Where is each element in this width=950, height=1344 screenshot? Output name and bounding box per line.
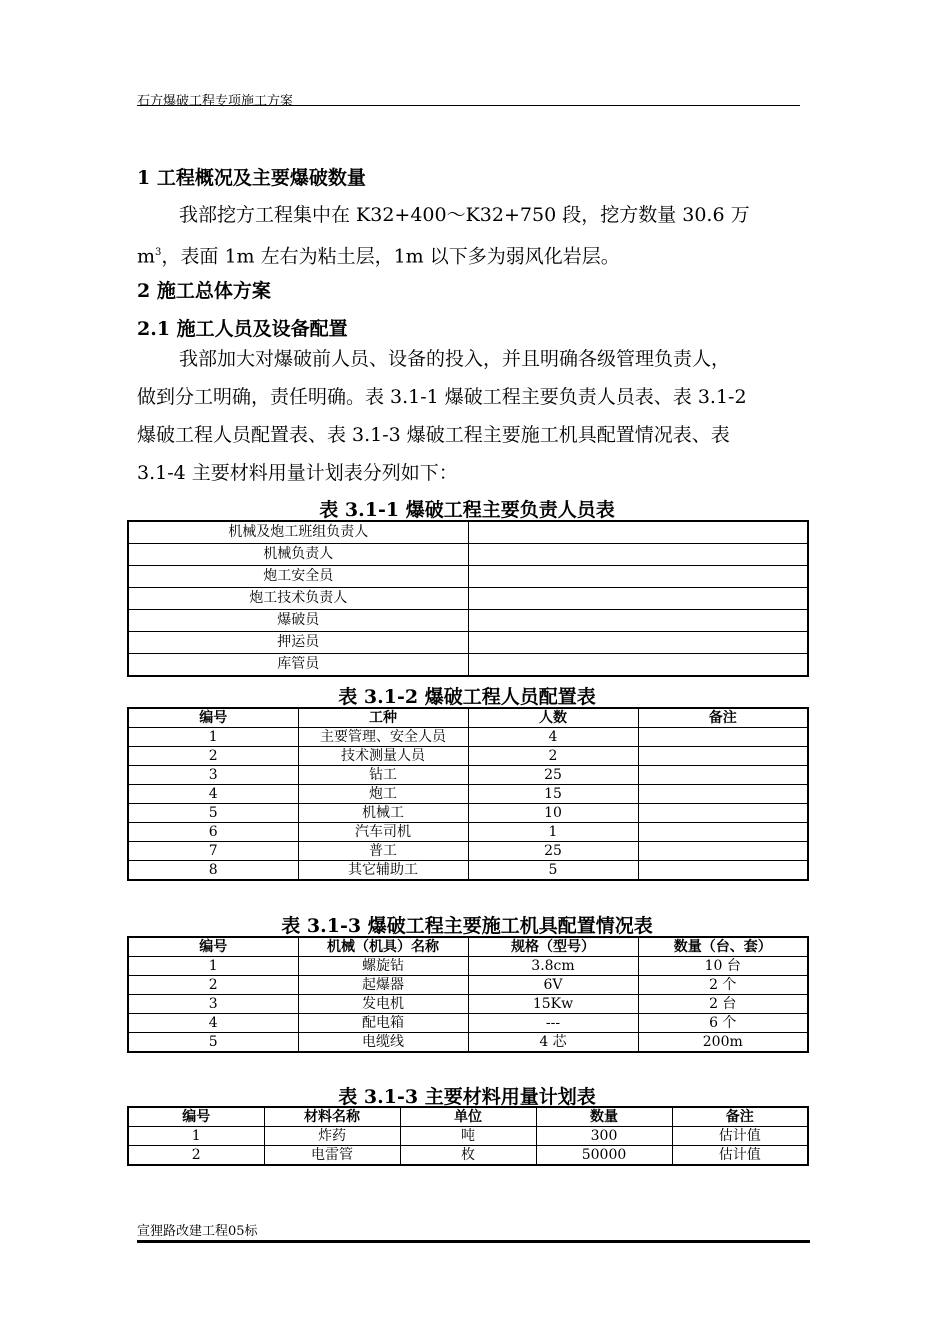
table1-caption: 表 3.1-1 爆破工程主要负责人员表: [319, 499, 615, 521]
table-cell: 5: [128, 804, 298, 823]
paragraph-line: 3.1-4 主要材料用量计划表分列如下：: [137, 462, 458, 484]
table-cell: 起爆器: [298, 976, 468, 995]
table-cell: 机械及炮工班组负责人: [128, 521, 468, 544]
table-cell: [638, 842, 808, 861]
table-cell: 汽车司机: [298, 823, 468, 842]
table-cell: 6: [128, 823, 298, 842]
table-cell: 估计值: [672, 1127, 808, 1146]
table-row: [128, 544, 808, 566]
paragraph-line: 我部挖方工程集中在 K32+400～K32+750 段，挖方数量 30.6 万: [179, 204, 750, 226]
table-cell-empty: [468, 654, 808, 677]
table-row: [128, 766, 808, 785]
table-cell: 50000: [536, 1146, 672, 1166]
table2: [127, 707, 809, 881]
table-cell: 电缆线: [298, 1033, 468, 1053]
header-rule: [137, 105, 800, 106]
table-cell: 2: [128, 1146, 264, 1166]
table-cell: 爆破员: [128, 610, 468, 632]
paragraph-line: $m^3$，表面 1m 左右为粘土层，1m 以下多为弱风化岩层。: [137, 245, 620, 268]
table-cell: 2 台: [638, 995, 808, 1014]
table-cell: 1: [128, 728, 298, 747]
table-cell-empty: [468, 632, 808, 654]
table-cell: 4: [128, 785, 298, 804]
table1: [127, 520, 809, 677]
table-cell: [638, 728, 808, 747]
table-row: [128, 861, 808, 881]
table-header-cell: 备注: [638, 708, 808, 728]
table-cell-empty: [468, 566, 808, 588]
table-header-cell: 备注: [672, 1107, 808, 1127]
table-row: [128, 588, 808, 610]
table-row: [128, 957, 808, 976]
section-1-paragraph: [137, 196, 815, 275]
table-cell: 机械负责人: [128, 544, 468, 566]
table-row: [128, 995, 808, 1014]
table-cell: 其它辅助工: [298, 861, 468, 881]
table-cell: 吨: [400, 1127, 536, 1146]
table-cell: 钻工: [298, 766, 468, 785]
table-row: [128, 566, 808, 588]
table-cell: 10 台: [638, 957, 808, 976]
paragraph-line: 我部加大对爆破前人员、设备的投入，并且明确各级管理负责人，: [179, 348, 731, 370]
table-cell: 炮工安全员: [128, 566, 468, 588]
table-cell: 2: [128, 747, 298, 766]
table-cell: 机械工: [298, 804, 468, 823]
table-cell: 3.8cm: [468, 957, 638, 976]
table-cell: 1: [468, 823, 638, 842]
table4-caption: 表 3.1-3 主要材料用量计划表: [338, 1086, 596, 1108]
table-cell: [638, 804, 808, 823]
table-cell: ---: [468, 1014, 638, 1033]
table-header-cell: 数量: [536, 1107, 672, 1127]
table-cell: 4: [468, 728, 638, 747]
table-cell: 25: [468, 842, 638, 861]
table-cell: 200m: [638, 1033, 808, 1053]
table-header-cell: 编号: [128, 1107, 264, 1127]
table-cell: [638, 747, 808, 766]
paragraph-line: 爆破工程人员配置表、表 3.1-3 爆破工程主要施工机具配置情况表、表: [137, 424, 730, 446]
table-cell: 1: [128, 957, 298, 976]
table-header-cell: 数量（台、套）: [638, 937, 808, 957]
table-cell: 15: [468, 785, 638, 804]
table-row: [128, 654, 808, 677]
table-cell: 估计值: [672, 1146, 808, 1166]
table-cell: 炮工技术负责人: [128, 588, 468, 610]
table-row: [128, 842, 808, 861]
table-cell: 枚: [400, 1146, 536, 1166]
table-cell: 7: [128, 842, 298, 861]
page-footer-text: 宣狸路改建工程05标: [137, 1224, 258, 1239]
table4: [127, 1106, 809, 1166]
table-cell: 4 芯: [468, 1033, 638, 1053]
section-2-1-heading: 2.1 施工人员及设备配置: [137, 318, 348, 340]
table-cell: 2: [468, 747, 638, 766]
table-header-cell: 人数: [468, 708, 638, 728]
table-cell: [638, 823, 808, 842]
table-cell: 6V: [468, 976, 638, 995]
table-cell: 押运员: [128, 632, 468, 654]
table-cell: 25: [468, 766, 638, 785]
table-row: [128, 632, 808, 654]
table-cell: 炸药: [264, 1127, 400, 1146]
table-header-cell: 规格（型号）: [468, 937, 638, 957]
table-cell: 发电机: [298, 995, 468, 1014]
table-cell: 普工: [298, 842, 468, 861]
table-row: [128, 804, 808, 823]
table-cell: 4: [128, 1014, 298, 1033]
section-2-heading: 2 施工总体方案: [137, 280, 271, 302]
table-cell: 炮工: [298, 785, 468, 804]
table-cell-empty: [468, 610, 808, 632]
table-cell: 3: [128, 766, 298, 785]
section-1-heading: 1 工程概况及主要爆破数量: [137, 167, 366, 189]
table-cell: 技术测量人员: [298, 747, 468, 766]
paragraph-line: 做到分工明确，责任明确。表 3.1-1 爆破工程主要负责人员表、表 3.1-2: [137, 386, 747, 408]
table-row: [128, 785, 808, 804]
table-row: [128, 610, 808, 632]
table-cell: [638, 766, 808, 785]
table3-caption: 表 3.1-3 爆破工程主要施工机具配置情况表: [281, 915, 653, 937]
table-cell: 10: [468, 804, 638, 823]
footer-rule: [137, 1240, 810, 1243]
table-row: [128, 1014, 808, 1033]
table-cell: 1: [128, 1127, 264, 1146]
table-header-cell: 编号: [128, 937, 298, 957]
table-cell: [638, 785, 808, 804]
table-row: [128, 1146, 808, 1166]
table-row: [128, 521, 808, 544]
table-header-cell: 工种: [298, 708, 468, 728]
table-header-cell: 材料名称: [264, 1107, 400, 1127]
table-row: [128, 823, 808, 842]
table-cell: 8: [128, 861, 298, 881]
table-cell: 螺旋钻: [298, 957, 468, 976]
table-cell-empty: [468, 521, 808, 544]
table-header-cell: 机械（机具）名称: [298, 937, 468, 957]
table-row: [128, 747, 808, 766]
table-cell-empty: [468, 588, 808, 610]
table-cell: 配电箱: [298, 1014, 468, 1033]
table-cell: 电雷管: [264, 1146, 400, 1166]
table-row: [128, 1033, 808, 1053]
table-cell: 6 个: [638, 1014, 808, 1033]
table-row: [128, 976, 808, 995]
table-row: [128, 1127, 808, 1146]
table-cell: 3: [128, 995, 298, 1014]
table-header-cell: 编号: [128, 708, 298, 728]
table-row: [128, 728, 808, 747]
table-cell: 15Kw: [468, 995, 638, 1014]
page-header-title: 石方爆破工程专项施工方案: [137, 94, 294, 109]
table2-caption: 表 3.1-2 爆破工程人员配置表: [338, 686, 596, 708]
table-cell-empty: [468, 544, 808, 566]
table3: [127, 936, 809, 1053]
table-cell: 5: [128, 1033, 298, 1053]
table-cell: 5: [468, 861, 638, 881]
table-cell: 2 个: [638, 976, 808, 995]
table-cell: 库管员: [128, 654, 468, 677]
table-cell: [638, 861, 808, 881]
table-header-cell: 单位: [400, 1107, 536, 1127]
section-2-1-paragraph: [137, 340, 815, 492]
table-cell: 2: [128, 976, 298, 995]
table-cell: 主要管理、安全人员: [298, 728, 468, 747]
table-cell: 300: [536, 1127, 672, 1146]
